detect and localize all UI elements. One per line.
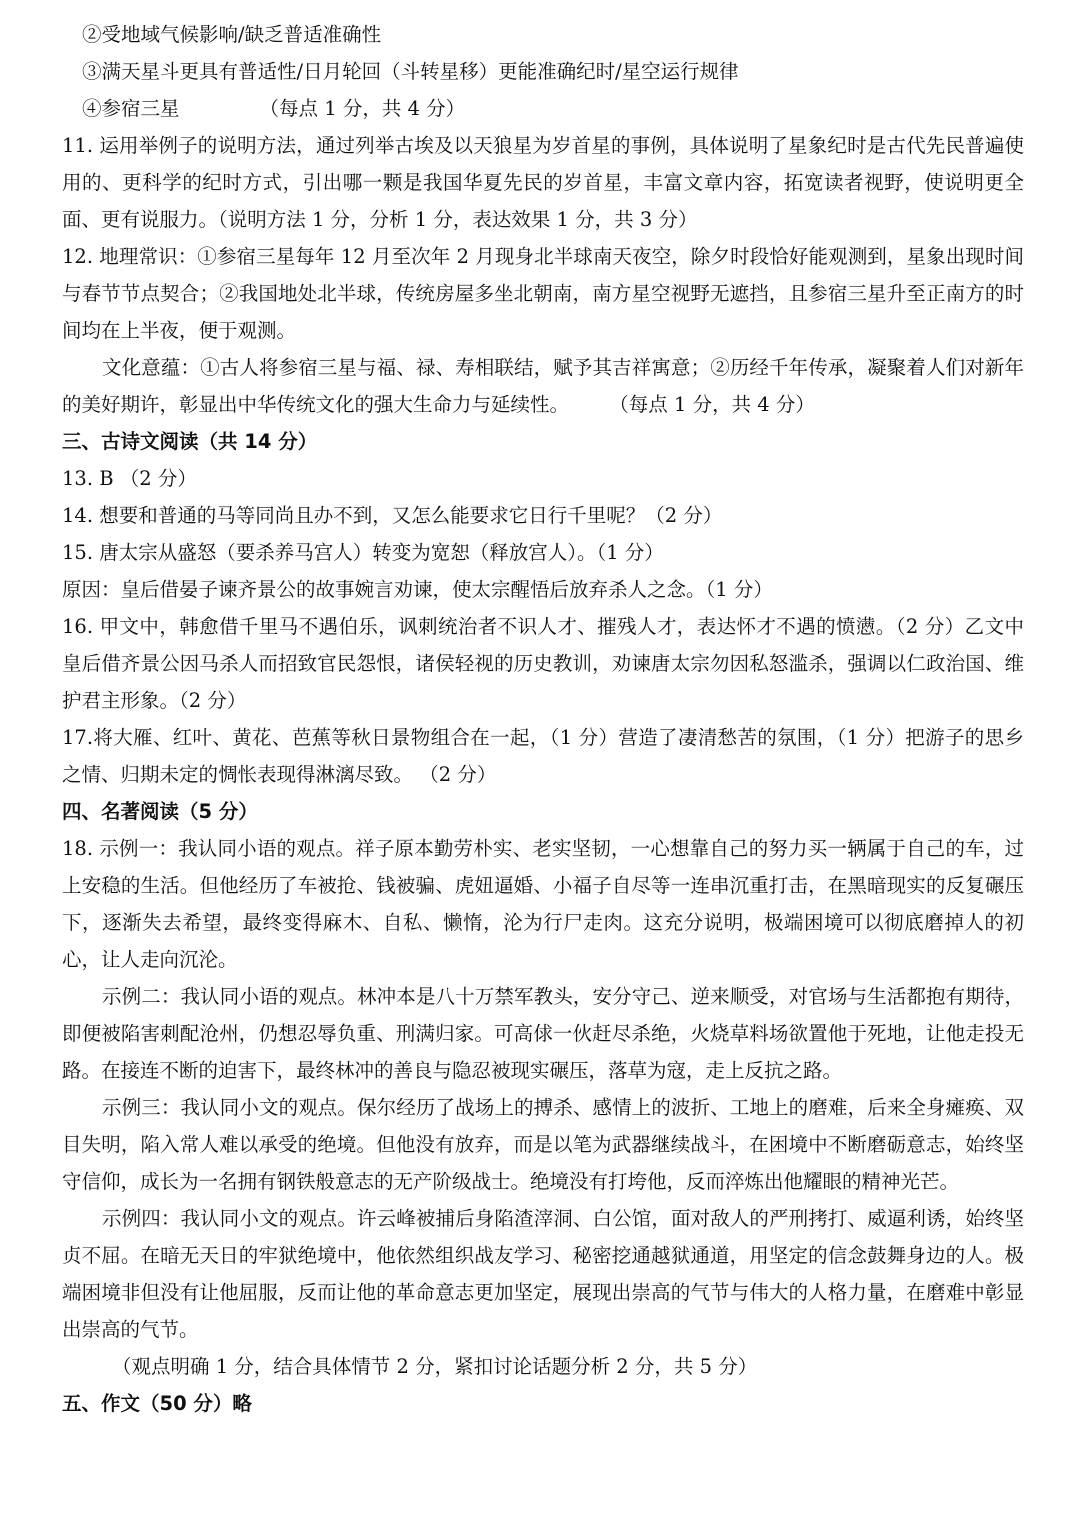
question-12-answer: 12. 地理常识：①参宿三星每年 12 月至次年 2 月现身北半球南天夜空，除夕时段恰好能观测到，星象出现时间与春节节点契合；②我国地处北半球，传统房屋多坐北朝南，南方星空视野无遮挡，且参宿三星升至正南方的时间均在上半夜，便于观测。 bbox=[62, 245, 1024, 342]
question-16-answer: 16. 甲文中，韩愈借千里马不遇伯乐，讽刺统治者不识人才、摧残人才，表达怀才不遇的愤懑。（2 分）乙文中皇后借齐景公因马杀人而招致官民怨恨，诸侯轻视的历史教训，劝谏唐太宗勿因私怒滥杀，强调以仁政治国、维护君主形象。（2 分） bbox=[62, 615, 1024, 712]
question-12-culture bbox=[62, 349, 1024, 423]
question-18-example-3: 示例三：我认同小文的观点。保尔经历了战场上的搏杀、感情上的波折、工地上的磨难，后来全身瘫痪、双目失明，陷入常人难以承受的绝境。但他没有放弃，而是以笔为武器继续战斗，在困境中不断磨砺意志，始终坚守信仰，成长为一名拥有钢铁般意志的无产阶级战士。绝境没有打垮他，反而淬炼出他耀眼的精神光芒。 bbox=[62, 1096, 1024, 1193]
section-5-heading: 五、作文（50 分）略 bbox=[62, 1392, 252, 1415]
answer-line-4 bbox=[62, 90, 1024, 127]
question-12-score: （每点 1 分，共 4 分） bbox=[619, 393, 815, 416]
answer-line-3: ③满天星斗更具有普适性/日月轮回（斗转星移）更能准确纪时/星空运行规律 bbox=[82, 60, 739, 83]
question-15-reason: 原因：皇后借晏子谏齐景公的故事婉言劝谏，使太宗醒悟后放弃杀人之念。（1 分） bbox=[62, 578, 773, 601]
question-18-example-2: 示例二：我认同小语的观点。林冲本是八十万禁军教头，安分守己、逆来顺受，对官场与生活都抱有期待，即便被陷害刺配沧州，仍想忍辱负重、刑满归家。可高俅一伙赶尽杀绝，火烧草料场欲置他于死地，让他走投无路。在接连不断的迫害下，最终林冲的善良与隐忍被现实碾压，落草为寇，走上反抗之路。 bbox=[62, 985, 1024, 1082]
question-17-score: （2 分） bbox=[429, 763, 497, 786]
answer-document bbox=[62, 16, 1024, 1422]
question-17-text: 17.将大雁、红叶、黄花、芭蕉等秋日景物组合在一起，（1 分）营造了凄清愁苦的氛围，（1 分）把游子的思乡之情、归期未定的惆怅表现得淋漓尽致。 bbox=[62, 726, 1024, 786]
question-15-answer: 15. 唐太宗从盛怒（要杀养马宫人）转变为宽恕（释放宫人）。（1 分） bbox=[62, 541, 664, 564]
section-3-heading: 三、古诗文阅读（共 14 分） bbox=[62, 430, 318, 453]
question-12-culture-text: 文化意蕴：①古人将参宿三星与福、禄、寿相联结，赋予其吉祥寓意；②历经千年传承，凝聚着人们对新年的美好期许，彰显出中华传统文化的强大生命力与延续性。 bbox=[62, 356, 1024, 416]
score-note: （每点 1 分，共 4 分） bbox=[259, 97, 466, 120]
question-14-answer: 14. 想要和普通的马等同尚且办不到，又怎么能要求它日行千里呢？（2 分） bbox=[62, 504, 723, 527]
section-4-heading: 四、名著阅读（5 分） bbox=[62, 800, 258, 823]
question-18-example-4: 示例四：我认同小文的观点。许云峰被捕后身陷渣滓洞、白公馆，面对敌人的严刑拷打、威逼利诱，始终坚贞不屈。在暗无天日的牢狱绝境中，他依然组织战友学习、秘密挖通越狱通道，用坚定的信念鼓舞身边的人。极端困境非但没有让他屈服，反而让他的革命意志更加坚定，展现出崇高的气节与伟大的人格力量，在磨难中彰显出崇高的气节。 bbox=[62, 1207, 1024, 1341]
answer-line-2: ②受地域气候影响/缺乏普适准确性 bbox=[82, 23, 382, 46]
question-17-answer bbox=[62, 719, 1024, 793]
answer-line-4-text: ④参宿三星 bbox=[82, 97, 180, 120]
question-13-answer: 13. B （2 分） bbox=[62, 467, 197, 490]
question-18-score: （观点明确 1 分，结合具体情节 2 分，紧扣讨论话题分析 2 分，共 5 分） bbox=[112, 1355, 758, 1378]
question-11-answer: 11. 运用举例子的说明方法，通过列举古埃及以天狼星为岁首星的事例，具体说明了星象纪时是古代先民普遍使用的、更科学的纪时方式，引出哪一颗是我国华夏先民的岁首星，丰富文章内容，拓宽读者视野，使说明更全面、更有说服力。（说明方法 1 分，分析 1 分，表达效果 1 分，共 3 分） bbox=[62, 134, 1024, 231]
question-18-example-1: 18. 示例一：我认同小语的观点。祥子原本勤劳朴实、老实坚韧，一心想靠自己的努力买一辆属于自己的车，过上安稳的生活。但他经历了车被抢、钱被骗、虎妞逼婚、小福子自尽等一连串沉重打击，在黑暗现实的反复碾压下，逐渐失去希望，最终变得麻木、自私、懒惰，沦为行尸走肉。这充分说明，极端困境可以彻底磨掉人的初心，让人走向沉沦。 bbox=[62, 837, 1024, 971]
